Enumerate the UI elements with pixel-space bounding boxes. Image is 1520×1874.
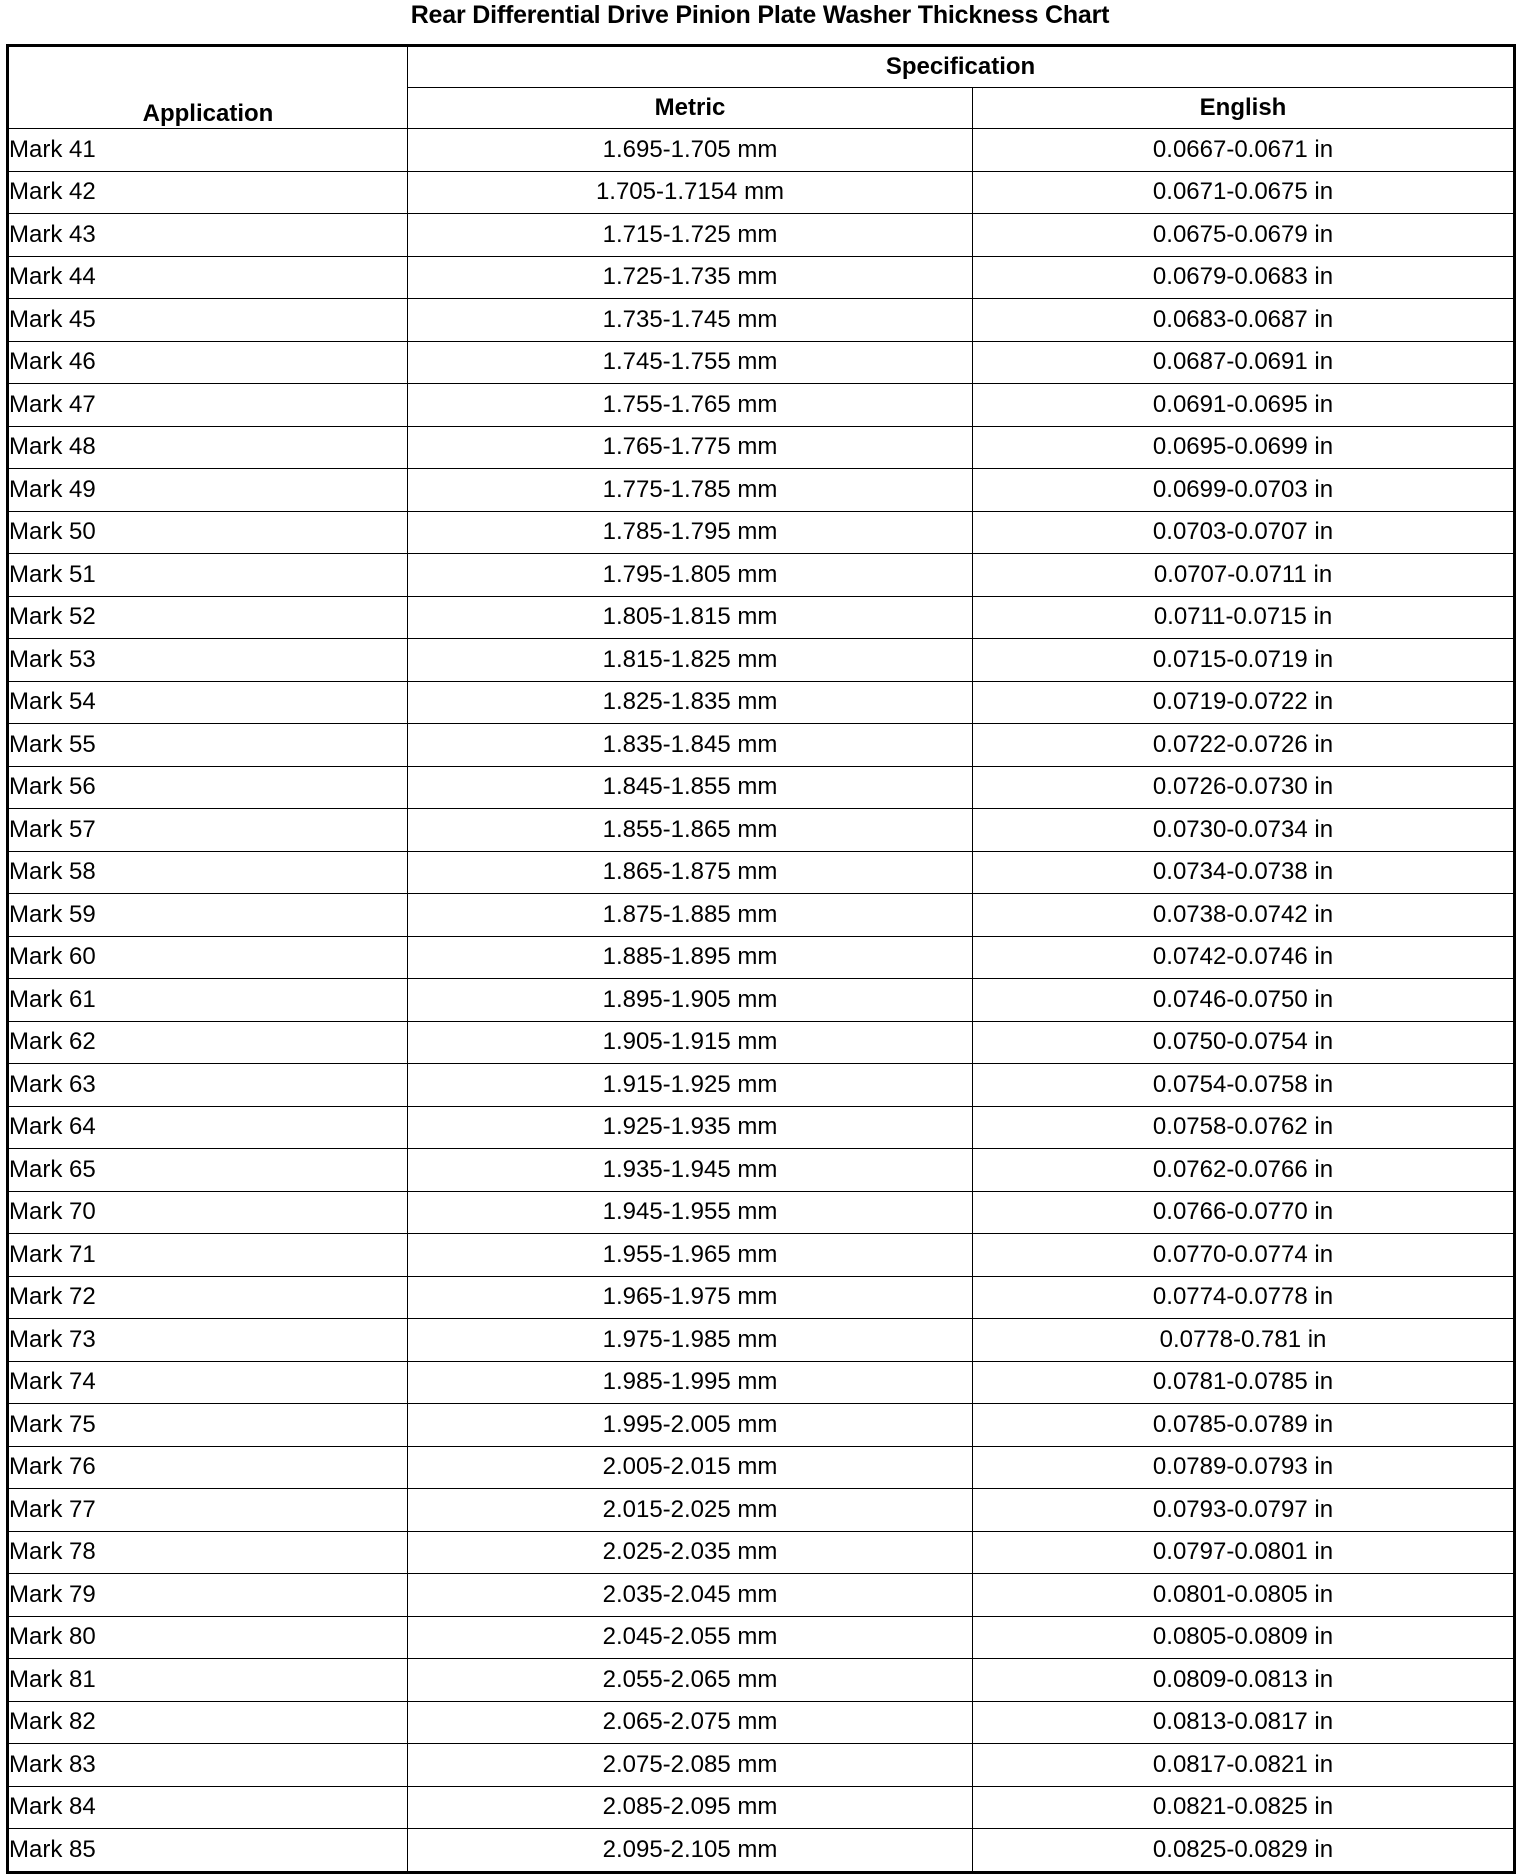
application-cell: Mark 64 bbox=[8, 1106, 408, 1149]
english-cell: 0.0770-0.0774 in bbox=[973, 1234, 1515, 1277]
table-row bbox=[8, 1234, 1515, 1277]
english-cell: 0.0738-0.0742 in bbox=[973, 894, 1515, 937]
application-cell: Mark 77 bbox=[8, 1489, 408, 1532]
chart-title: Rear Differential Drive Pinion Plate Washer Thickness Chart bbox=[410, 1, 1110, 29]
metric-cell: 1.935-1.945 mm bbox=[408, 1149, 973, 1192]
english-cell: 0.0750-0.0754 in bbox=[973, 1021, 1515, 1064]
metric-cell: 1.705-1.7154 mm bbox=[408, 171, 973, 214]
application-cell: Mark 65 bbox=[8, 1149, 408, 1192]
metric-cell: 2.005-2.015 mm bbox=[408, 1446, 973, 1489]
table-row bbox=[8, 1744, 1515, 1787]
metric-cell: 2.015-2.025 mm bbox=[408, 1489, 973, 1532]
application-cell: Mark 73 bbox=[8, 1319, 408, 1362]
metric-cell: 1.955-1.965 mm bbox=[408, 1234, 973, 1277]
metric-cell: 2.035-2.045 mm bbox=[408, 1574, 973, 1617]
specification-header: Specification bbox=[408, 46, 1515, 88]
metric-cell: 1.925-1.935 mm bbox=[408, 1106, 973, 1149]
english-cell: 0.0793-0.0797 in bbox=[973, 1489, 1515, 1532]
metric-cell: 1.875-1.885 mm bbox=[408, 894, 973, 937]
table-row bbox=[8, 511, 1515, 554]
english-cell: 0.0675-0.0679 in bbox=[973, 214, 1515, 257]
metric-cell: 1.775-1.785 mm bbox=[408, 469, 973, 512]
application-cell: Mark 80 bbox=[8, 1616, 408, 1659]
table-row bbox=[8, 1276, 1515, 1319]
application-cell: Mark 51 bbox=[8, 554, 408, 597]
table-row bbox=[8, 809, 1515, 852]
metric-cell: 1.885-1.895 mm bbox=[408, 936, 973, 979]
metric-cell: 1.695-1.705 mm bbox=[408, 129, 973, 172]
english-cell: 0.0762-0.0766 in bbox=[973, 1149, 1515, 1192]
english-cell: 0.0695-0.0699 in bbox=[973, 426, 1515, 469]
english-cell: 0.0722-0.0726 in bbox=[973, 724, 1515, 767]
metric-cell: 1.895-1.905 mm bbox=[408, 979, 973, 1022]
table-row bbox=[8, 681, 1515, 724]
english-cell: 0.0797-0.0801 in bbox=[973, 1531, 1515, 1574]
table-row bbox=[8, 1446, 1515, 1489]
english-cell: 0.0726-0.0730 in bbox=[973, 766, 1515, 809]
application-cell: Mark 48 bbox=[8, 426, 408, 469]
table-row bbox=[8, 1574, 1515, 1617]
metric-cell: 1.835-1.845 mm bbox=[408, 724, 973, 767]
table-row bbox=[8, 1404, 1515, 1447]
application-cell: Mark 42 bbox=[8, 171, 408, 214]
application-cell: Mark 41 bbox=[8, 129, 408, 172]
english-cell: 0.0699-0.0703 in bbox=[973, 469, 1515, 512]
table-row bbox=[8, 1191, 1515, 1234]
application-cell: Mark 76 bbox=[8, 1446, 408, 1489]
english-cell: 0.0719-0.0722 in bbox=[973, 681, 1515, 724]
english-cell: 0.0809-0.0813 in bbox=[973, 1659, 1515, 1702]
metric-cell: 1.725-1.735 mm bbox=[408, 256, 973, 299]
table-row bbox=[8, 1701, 1515, 1744]
application-cell: Mark 57 bbox=[8, 809, 408, 852]
english-cell: 0.0766-0.0770 in bbox=[973, 1191, 1515, 1234]
metric-cell: 1.755-1.765 mm bbox=[408, 384, 973, 427]
application-cell: Mark 63 bbox=[8, 1064, 408, 1107]
application-cell: Mark 56 bbox=[8, 766, 408, 809]
english-cell: 0.0683-0.0687 in bbox=[973, 299, 1515, 342]
english-cell: 0.0825-0.0829 in bbox=[973, 1829, 1515, 1873]
table-row bbox=[8, 1064, 1515, 1107]
washer-thickness-table bbox=[6, 44, 1516, 1874]
english-cell: 0.0671-0.0675 in bbox=[973, 171, 1515, 214]
application-cell: Mark 71 bbox=[8, 1234, 408, 1277]
application-cell: Mark 75 bbox=[8, 1404, 408, 1447]
table-row bbox=[8, 341, 1515, 384]
english-cell: 0.0734-0.0738 in bbox=[973, 851, 1515, 894]
table-row bbox=[8, 596, 1515, 639]
application-cell: Mark 50 bbox=[8, 511, 408, 554]
metric-cell: 1.715-1.725 mm bbox=[408, 214, 973, 257]
table-row bbox=[8, 214, 1515, 257]
application-cell: Mark 70 bbox=[8, 1191, 408, 1234]
metric-cell: 2.055-2.065 mm bbox=[408, 1659, 973, 1702]
table-row bbox=[8, 1361, 1515, 1404]
metric-cell: 2.095-2.105 mm bbox=[408, 1829, 973, 1873]
table-row bbox=[8, 426, 1515, 469]
metric-cell: 1.785-1.795 mm bbox=[408, 511, 973, 554]
metric-cell: 1.805-1.815 mm bbox=[408, 596, 973, 639]
application-cell: Mark 54 bbox=[8, 681, 408, 724]
table-row bbox=[8, 384, 1515, 427]
metric-cell: 1.855-1.865 mm bbox=[408, 809, 973, 852]
metric-cell: 1.985-1.995 mm bbox=[408, 1361, 973, 1404]
metric-cell: 1.845-1.855 mm bbox=[408, 766, 973, 809]
table-row bbox=[8, 1531, 1515, 1574]
english-cell: 0.0703-0.0707 in bbox=[973, 511, 1515, 554]
table-row bbox=[8, 724, 1515, 767]
table-row bbox=[8, 639, 1515, 682]
application-cell: Mark 85 bbox=[8, 1829, 408, 1873]
english-cell: 0.0778-0.781 in bbox=[973, 1319, 1515, 1362]
application-cell: Mark 74 bbox=[8, 1361, 408, 1404]
table-row bbox=[8, 1021, 1515, 1064]
metric-cell: 1.945-1.955 mm bbox=[408, 1191, 973, 1234]
metric-header: Metric bbox=[408, 88, 973, 129]
application-cell: Mark 49 bbox=[8, 469, 408, 512]
application-cell: Mark 83 bbox=[8, 1744, 408, 1787]
application-cell: Mark 43 bbox=[8, 214, 408, 257]
english-cell: 0.0805-0.0809 in bbox=[973, 1616, 1515, 1659]
application-cell: Mark 81 bbox=[8, 1659, 408, 1702]
english-cell: 0.0687-0.0691 in bbox=[973, 341, 1515, 384]
english-cell: 0.0715-0.0719 in bbox=[973, 639, 1515, 682]
english-cell: 0.0785-0.0789 in bbox=[973, 1404, 1515, 1447]
application-cell: Mark 47 bbox=[8, 384, 408, 427]
english-cell: 0.0746-0.0750 in bbox=[973, 979, 1515, 1022]
metric-cell: 2.045-2.055 mm bbox=[408, 1616, 973, 1659]
table-row bbox=[8, 894, 1515, 937]
application-cell: Mark 55 bbox=[8, 724, 408, 767]
metric-cell: 2.025-2.035 mm bbox=[408, 1531, 973, 1574]
table-body bbox=[8, 129, 1515, 1873]
english-cell: 0.0754-0.0758 in bbox=[973, 1064, 1515, 1107]
english-cell: 0.0679-0.0683 in bbox=[973, 256, 1515, 299]
application-cell: Mark 46 bbox=[8, 341, 408, 384]
application-cell: Mark 45 bbox=[8, 299, 408, 342]
table-row bbox=[8, 1489, 1515, 1532]
application-cell: Mark 61 bbox=[8, 979, 408, 1022]
english-header: English bbox=[973, 88, 1515, 129]
table-row bbox=[8, 554, 1515, 597]
application-cell: Mark 53 bbox=[8, 639, 408, 682]
table-row bbox=[8, 299, 1515, 342]
metric-cell: 1.765-1.775 mm bbox=[408, 426, 973, 469]
table-row bbox=[8, 129, 1515, 172]
english-cell: 0.0711-0.0715 in bbox=[973, 596, 1515, 639]
metric-cell: 1.865-1.875 mm bbox=[408, 851, 973, 894]
table-row bbox=[8, 469, 1515, 512]
application-cell: Mark 82 bbox=[8, 1701, 408, 1744]
table-row bbox=[8, 851, 1515, 894]
metric-cell: 1.815-1.825 mm bbox=[408, 639, 973, 682]
table-row bbox=[8, 256, 1515, 299]
application-cell: Mark 78 bbox=[8, 1531, 408, 1574]
english-cell: 0.0781-0.0785 in bbox=[973, 1361, 1515, 1404]
metric-cell: 1.905-1.915 mm bbox=[408, 1021, 973, 1064]
application-cell: Mark 84 bbox=[8, 1786, 408, 1829]
english-cell: 0.0821-0.0825 in bbox=[973, 1786, 1515, 1829]
table-row bbox=[8, 1659, 1515, 1702]
english-cell: 0.0707-0.0711 in bbox=[973, 554, 1515, 597]
english-cell: 0.0789-0.0793 in bbox=[973, 1446, 1515, 1489]
english-cell: 0.0801-0.0805 in bbox=[973, 1574, 1515, 1617]
english-cell: 0.0817-0.0821 in bbox=[973, 1744, 1515, 1787]
application-cell: Mark 44 bbox=[8, 256, 408, 299]
table-row bbox=[8, 1616, 1515, 1659]
english-cell: 0.0691-0.0695 in bbox=[973, 384, 1515, 427]
application-cell: Mark 72 bbox=[8, 1276, 408, 1319]
application-cell: Mark 52 bbox=[8, 596, 408, 639]
application-cell: Mark 59 bbox=[8, 894, 408, 937]
table-row bbox=[8, 936, 1515, 979]
metric-cell: 2.075-2.085 mm bbox=[408, 1744, 973, 1787]
application-cell: Mark 62 bbox=[8, 1021, 408, 1064]
english-cell: 0.0813-0.0817 in bbox=[973, 1701, 1515, 1744]
table-row bbox=[8, 979, 1515, 1022]
metric-cell: 1.975-1.985 mm bbox=[408, 1319, 973, 1362]
table-row bbox=[8, 766, 1515, 809]
metric-cell: 1.915-1.925 mm bbox=[408, 1064, 973, 1107]
metric-cell: 1.965-1.975 mm bbox=[408, 1276, 973, 1319]
metric-cell: 1.795-1.805 mm bbox=[408, 554, 973, 597]
application-cell: Mark 79 bbox=[8, 1574, 408, 1617]
metric-cell: 1.735-1.745 mm bbox=[408, 299, 973, 342]
table-row bbox=[8, 1106, 1515, 1149]
metric-cell: 1.825-1.835 mm bbox=[408, 681, 973, 724]
english-cell: 0.0667-0.0671 in bbox=[973, 129, 1515, 172]
application-header: Application bbox=[8, 46, 408, 129]
table-row bbox=[8, 1319, 1515, 1362]
application-cell: Mark 58 bbox=[8, 851, 408, 894]
english-cell: 0.0730-0.0734 in bbox=[973, 809, 1515, 852]
metric-cell: 2.065-2.075 mm bbox=[408, 1701, 973, 1744]
metric-cell: 1.995-2.005 mm bbox=[408, 1404, 973, 1447]
english-cell: 0.0774-0.0778 in bbox=[973, 1276, 1515, 1319]
english-cell: 0.0758-0.0762 in bbox=[973, 1106, 1515, 1149]
metric-cell: 1.745-1.755 mm bbox=[408, 341, 973, 384]
english-cell: 0.0742-0.0746 in bbox=[973, 936, 1515, 979]
table-row bbox=[8, 1786, 1515, 1829]
table-row bbox=[8, 1829, 1515, 1873]
metric-cell: 2.085-2.095 mm bbox=[408, 1786, 973, 1829]
table-row bbox=[8, 171, 1515, 214]
table-row bbox=[8, 1149, 1515, 1192]
application-cell: Mark 60 bbox=[8, 936, 408, 979]
